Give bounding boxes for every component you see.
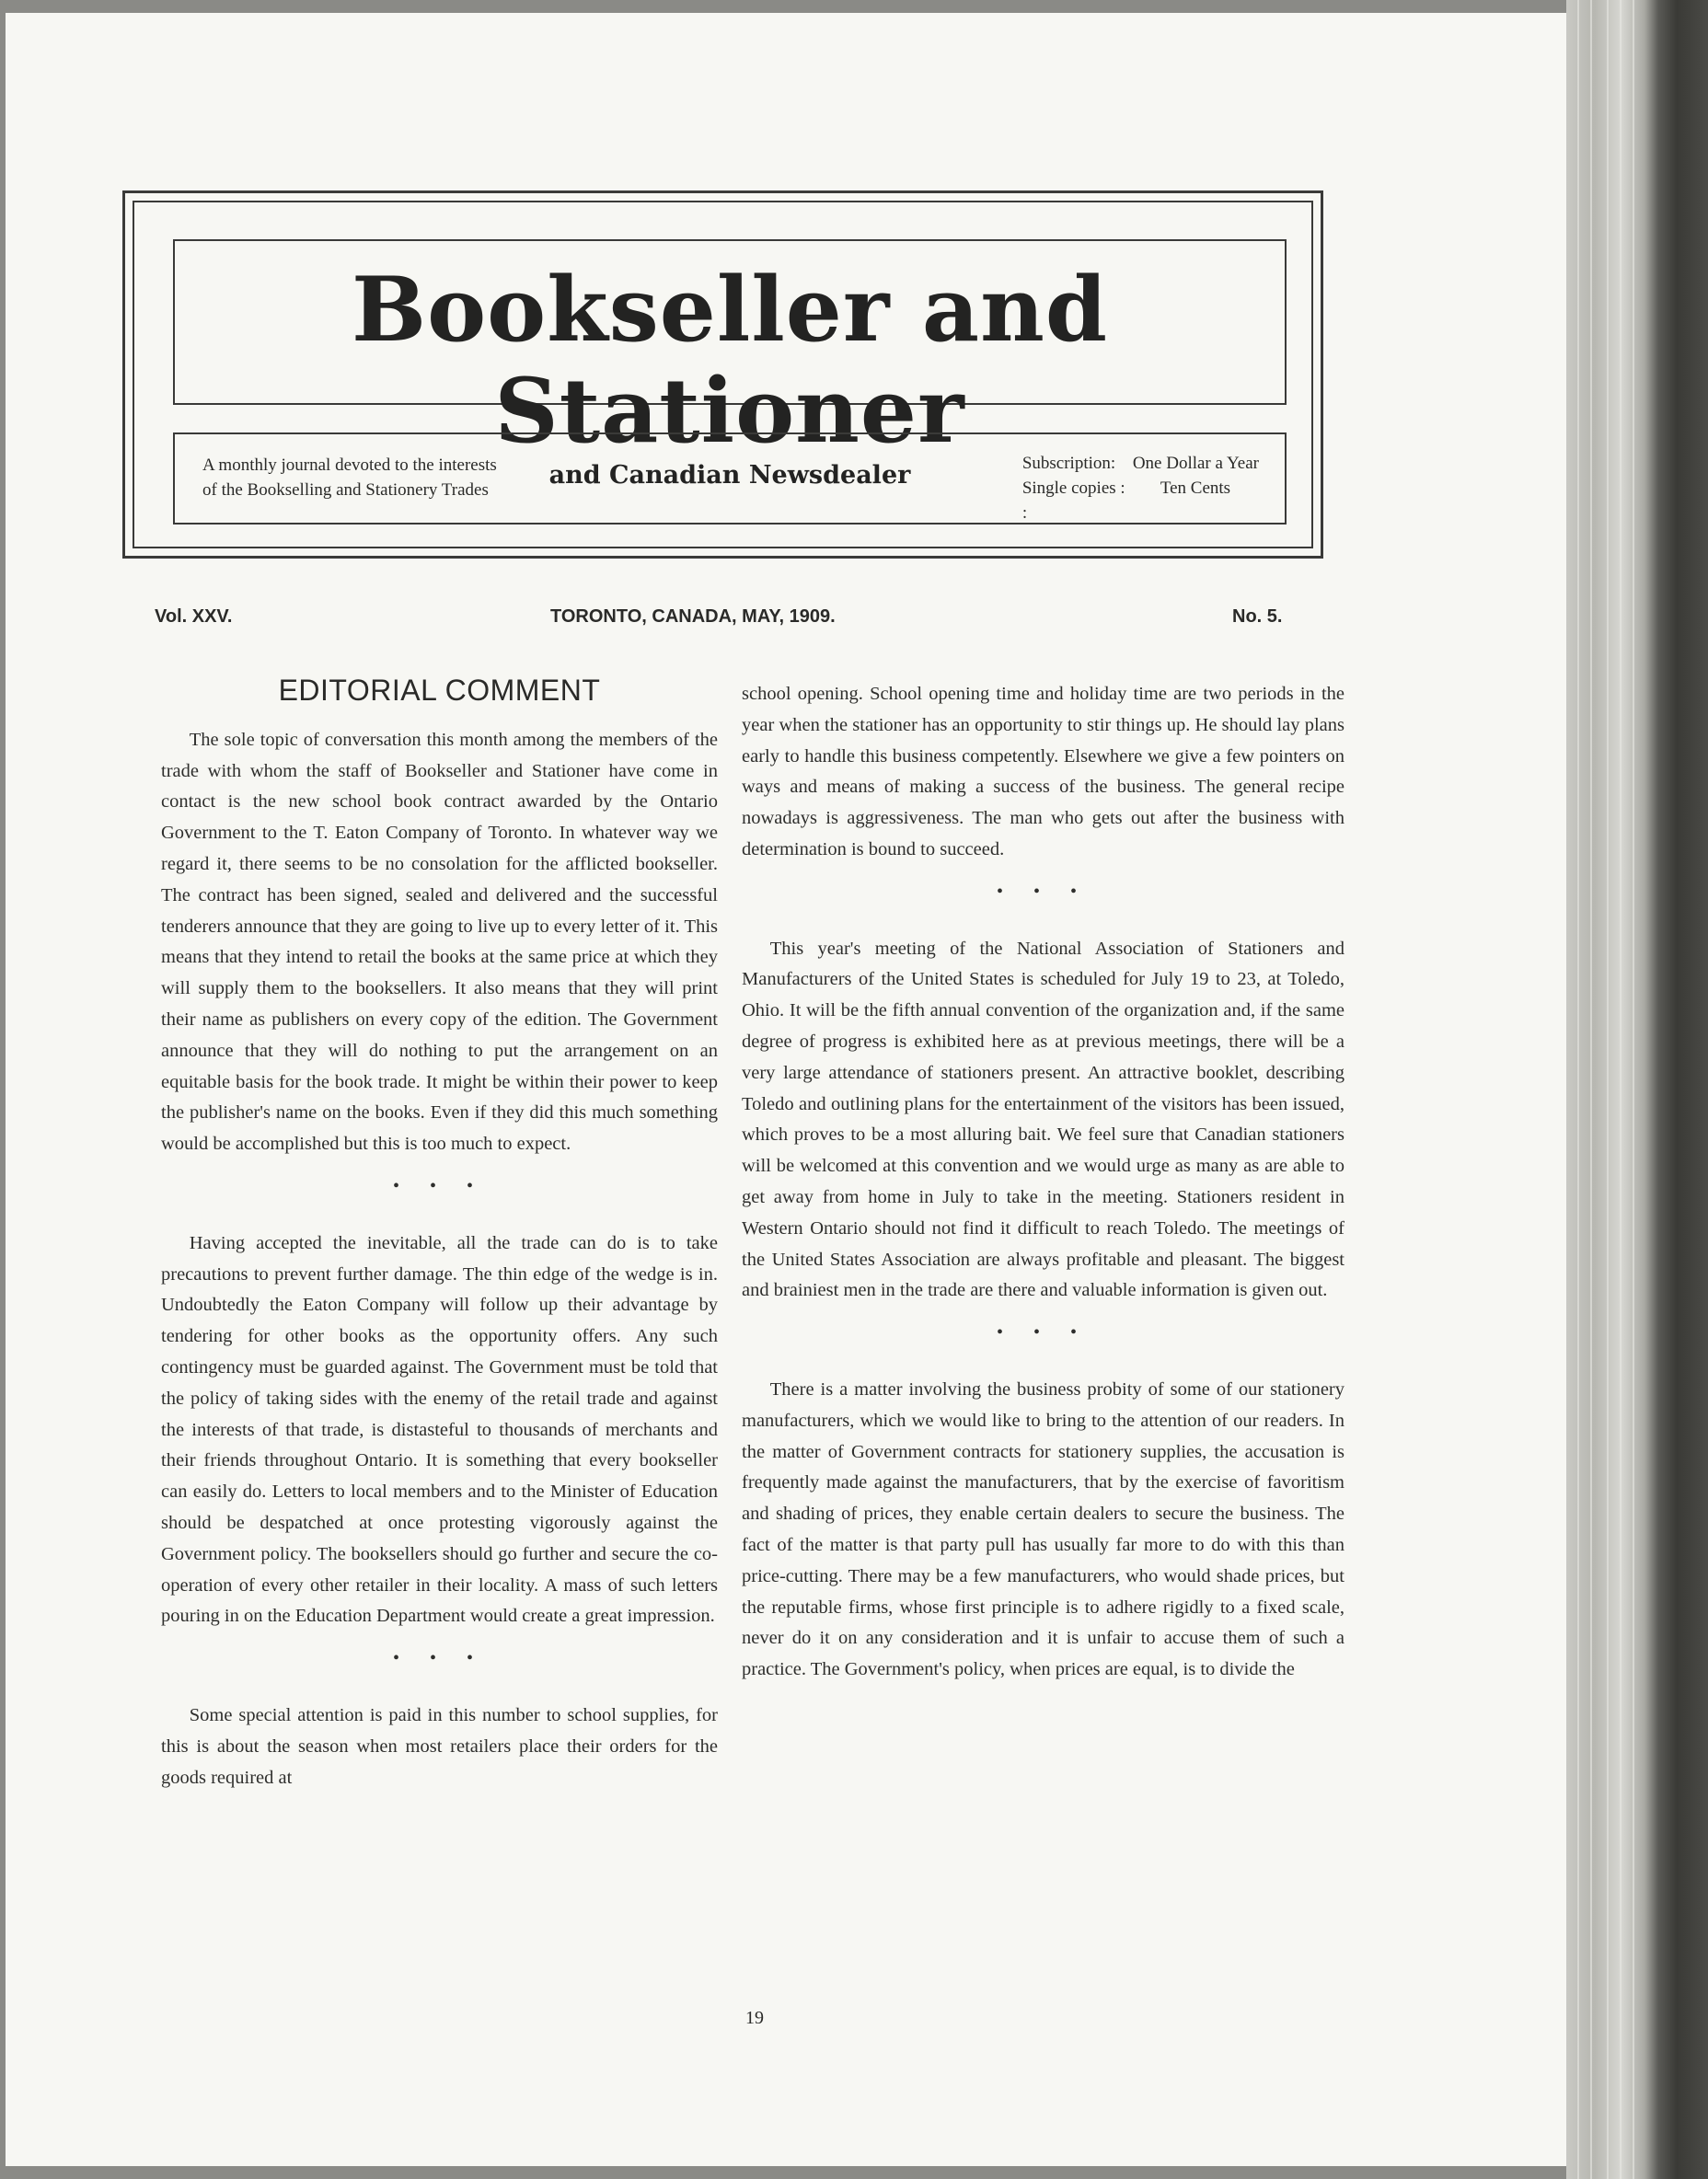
paragraph-5: There is a matter involving the business probity of some of our stationery manufacturers, which we would like to bring to the attention of our readers. In the matter of Government contracts for stationery supplies, the accusation is frequently made against the manufacturers, that by the exercise of favoritism and shading of prices, they enable certain dealers to secure the business. The fact of the matter is that party pull has usually far more to do with this than price-cutting. There may be a few manufacturers, who would shade prices, but the reputable firms, whose first principle is to adhere rigidly to a fixed scale, never do it on any consideration and it is unfair to accuse them of such a practice. The Government's policy, when prices are equal, is to divide the — [742, 1378, 1344, 1680]
masthead — [122, 190, 1323, 559]
separator-3: • • • — [996, 881, 1090, 902]
journal-subtitle: and Canadian Newsdealer — [548, 461, 911, 490]
subscription-label: Subscription: — [1021, 454, 1116, 473]
page — [6, 13, 1566, 2166]
paragraph-4: This year's meeting of the National Association of Stationers and Manufacturers of the United States is scheduled for July 19 to 23, at Toledo, Ohio. It will be the fifth annual convention of the organization and, if the same degree of progress is exhibited here as at previous meetings, there will be a very large attendance of stationers present. An attractive booklet, describing Toledo and outlining plans for the entertainment of the visitors has been issued, which proves to be a most alluring bait. We feel sure that Canadian stationers will be welcomed at this convention and we would urge as many as are able to get away from home in July to take in the meeting. Stationers resident in Western Ontario should not find it difficult to reach Toledo. The meetings of the United States Association are always profitable and pleasant. The biggest and brainiest men in the trade are there and valuable information is given out. — [742, 938, 1344, 1301]
paragraph-3: Some special attention is paid in this number to school supplies, for this is about the season when most retailers place their orders for the goods required at — [161, 1704, 718, 1788]
journal-description: A monthly journal devoted to the interests of the Bookselling and Stationery Trades — [202, 455, 497, 500]
journal-title: Bookseller and Stationer — [352, 258, 1108, 463]
subscription-info — [1022, 451, 1259, 525]
subscription-value: One Dollar a Year — [1132, 454, 1259, 473]
left-column — [161, 668, 718, 1793]
single-copies-label: Single copies : : — [1021, 478, 1125, 523]
separator-1: • • • — [392, 1175, 486, 1196]
info-box — [173, 432, 1287, 525]
paragraph-2: Having accepted the inevitable, all the trade can do is to take precautions to prevent further damage. The thin edge of the wedge is in. Undoubtedly the Eaton Company will follow up their advantage by tendering for other books as the opportunity offers. Any such contingency must be guarded against. The Government must be told that the policy of taking sides with the enemy of the retail trade and against the interests of that trade, is distasteful to thousands of merchants and their friends throughout Ontario. It is something that every bookseller can easily do. Letters to local members and to the Minister of Education should be despatched at once protesting vigorously against the Government policy. The booksellers should go further and secure the co-operation of every other retailer in their locality. A mass of such letters pouring in on the Education Department would create a great impression. — [161, 1232, 718, 1627]
page-number: 19 — [745, 2008, 764, 2028]
single-copies-value: Ten Cents — [1160, 478, 1231, 498]
right-column — [742, 679, 1344, 1686]
place-date: TORONTO, CANADA, MAY, 1909. — [550, 606, 836, 627]
volume: Vol. XXV. — [155, 606, 233, 627]
book-edge — [1566, 0, 1708, 2179]
paragraph-1: The sole topic of conversation this month among the members of the trade with whom the staff of Bookseller and Stationer have come in contact is the new school book contract awarded by the Ontario Government to the T. Eaton Company of Toronto. In whatever way we regard it, there seems to be no consolation for the afflicted bookseller. The contract has been signed, sealed and delivered and the successful tenderers announce that they are going to live up to every letter of it. This means that they intend to retail the books at the same price at which they will supply them to the booksellers. It also means that they will print their name as publishers on every copy of the edition. The Government announce that they will do nothing to put the arrangement on an equitable basis for the book trade. It might be within their power to keep the publisher's name on the books. Even if they did this much something would be accomplished but this is too much to expect. — [161, 729, 718, 1155]
editorial-heading: EDITORIAL COMMENT — [278, 674, 601, 707]
separator-4: • • • — [996, 1322, 1090, 1343]
issue-number: No. 5. — [1232, 606, 1283, 627]
separator-2: • • • — [392, 1648, 486, 1669]
paragraph-3-continued: school opening. School opening time and holiday time are two periods in the year when the stationer has an opportunity to stir things up. He should lay plans early to handle this business competently. Elsewhere we give a few pointers on ways and means of making a success of the business. The general recipe nowadays is aggressiveness. The man who gets out after the business with determination is bound to succeed. — [742, 684, 1344, 859]
